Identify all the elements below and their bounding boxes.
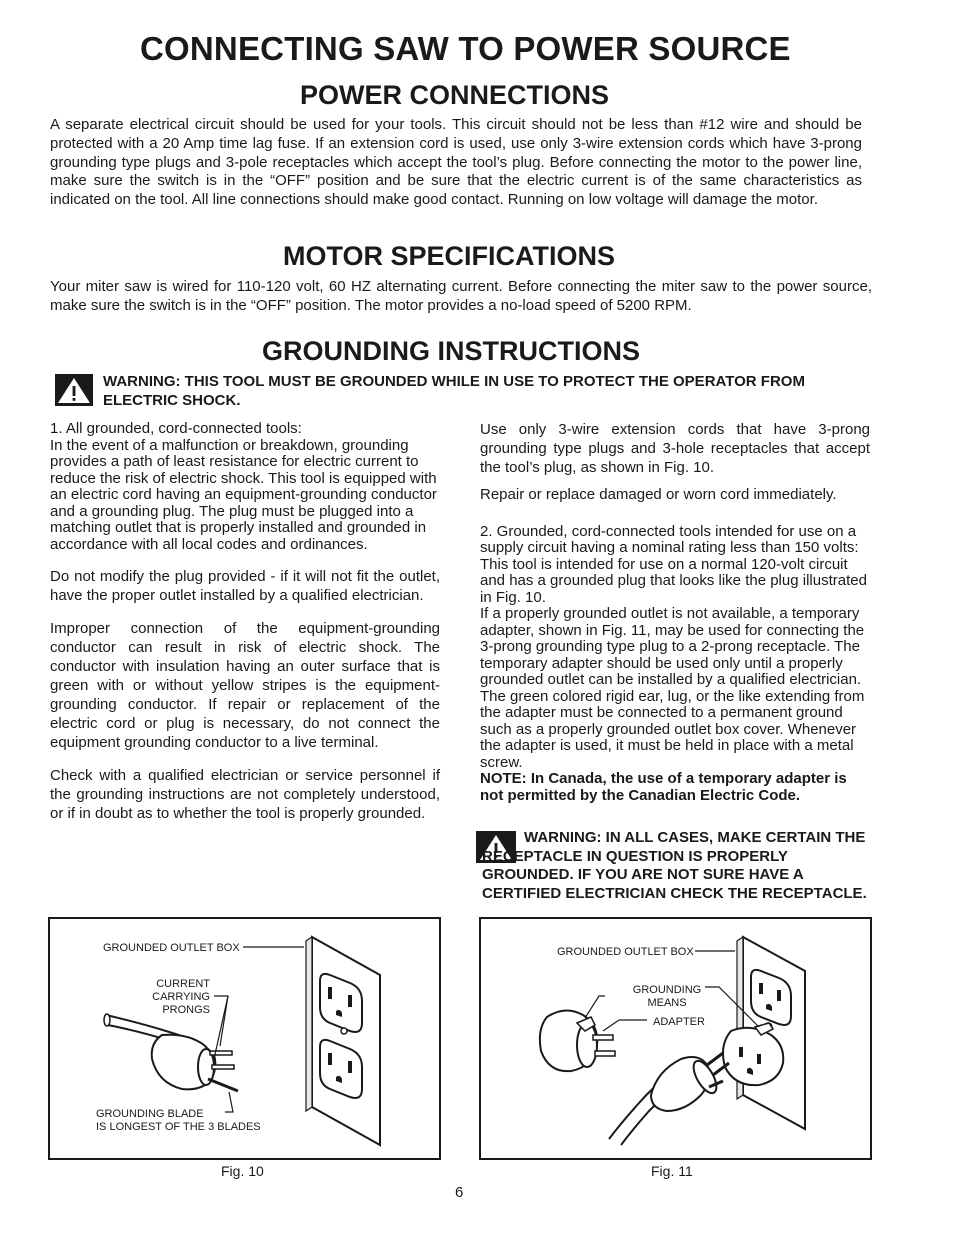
item2-title: 2. Grounded, cord-connected tools intended for use on a supply circuit having a nominal rating less than 150 volts: — [480, 522, 859, 556]
left-column — [50, 421, 440, 837]
fig10-label-blade-1: GROUNDING BLADE — [96, 1108, 204, 1120]
motor-specifications-heading: MOTOR SPECIFICATIONS — [283, 241, 616, 271]
right-column — [480, 420, 870, 804]
figure-10-box — [48, 917, 441, 1160]
item1-title: 1. All grounded, cord-connected tools: — [50, 420, 302, 437]
page-number: 6 — [455, 1184, 464, 1201]
fig10-label-prongs-3: PRONGS — [162, 1004, 210, 1016]
page-title: CONNECTING SAW TO POWER SOURCE — [140, 30, 791, 67]
figure-10-caption: Fig. 10 — [221, 1163, 264, 1179]
left-paragraph-2: Do not modify the plug provided - if it will not fit the outlet, have the proper outlet installed by a qualified electrician. — [50, 568, 440, 604]
figure-11-box — [479, 917, 872, 1160]
item2-body-1: This tool is intended for use on a normal 120-volt circuit and has a grounded plug that looks like the plug illustrated in Fig. 10. — [480, 555, 867, 606]
grounding-instructions-heading: GROUNDING INSTRUCTIONS — [262, 336, 640, 366]
item2-body-2: If a properly grounded outlet is not available, a temporary adapter, shown in Fig. 11, may be used for connecting the 3-prong grounding type plug to a 2-prong receptacle. The temporary adapter should be used only until a properly grounded outlet can be installed by a qualified electrician. The green colored rigid ear, lug, or the like extending from the adapter must be connected to a permanent ground such as a properly grounded outlet box cover. Whenever the adapter is used, it must be held in place with a metal screw. — [480, 605, 865, 771]
grounding-warning: WARNING: THIS TOOL MUST BE GROUNDED WHILE IN USE TO PROTECT THE OPERATOR FROM ELECTRIC SHOCK. — [103, 373, 805, 409]
left-paragraph-3: Improper connection of the equipment-grounding conductor can result in risk of electric shock. The conductor with insulation having an outer surface that is green with or without yellow stripes is the equipment-grounding conductor. If repair or replacement of the electric cord or plug is necessary, do not connect the equipment grounding conductor to a live terminal. — [50, 620, 440, 751]
fig11-label-outlet: GROUNDED OUTLET BOX — [557, 946, 694, 958]
figure-10-illustration — [50, 919, 439, 1158]
fig11-label-means-1: GROUNDING — [632, 984, 702, 996]
receptacle-warning: WARNING: IN ALL CASES, MAKE CERTAIN THE RECEPTACLE IN QUESTION IS PROPERLY GROUNDED. IF YOU ARE NOT SURE HAVE A CERTIFIED ELECTRICIAN CHECK THE RECEPTACLE. — [482, 829, 867, 902]
figure-11-caption: Fig. 11 — [651, 1163, 693, 1179]
canada-note: NOTE: In Canada, the use of a temporary adapter is not permitted by the Canadian Electric Code. — [480, 770, 847, 804]
motor-specifications-body: Your miter saw is wired for 110-120 volt, 60 HZ alternating current. Before connecting the miter saw to the power source, make sure the switch is in the “OFF” position. The motor provides a no-load speed of 5200 RPM. — [50, 278, 872, 314]
fig10-label-prongs-2: CARRYING — [152, 991, 210, 1003]
power-connections-body: A separate electrical circuit should be used for your tools. This circuit should not be less than #12 wire and should be protected with a 20 Amp time lag fuse. If an extension cord is used, use only 3-wire extension cords which have 3-prong grounding type plugs and 3-pole receptacles which accept the tool’s plug. Before connecting the motor to the power line, make sure the switch is in the “OFF” position and be sure that the electric current is of the same characteristics as indicated on the tool. All line connections should make good contact. Running on low voltage will damage the motor. — [50, 116, 862, 209]
power-connections-heading: POWER CONNECTIONS — [300, 80, 610, 110]
fig11-label-adapter: ADAPTER — [653, 1016, 705, 1028]
left-paragraph-4: Check with a qualified electrician or service personnel if the grounding instructions are not completely understood, or if in doubt as to whether the tool is properly grounded. — [50, 767, 440, 822]
right-paragraph-1: Use only 3-wire extension cords that have 3-prong grounding type plugs and 3-hole receptacles that accept the tool’s plug, as shown in Fig. 10. — [480, 421, 870, 476]
fig10-label-prongs-1: CURRENT — [156, 978, 210, 990]
fig11-label-means-2: MEANS — [647, 997, 687, 1009]
fig10-label-blade-2: IS LONGEST OF THE 3 BLADES — [96, 1121, 261, 1133]
right-paragraph-2: Repair or replace damaged or worn cord immediately. — [480, 486, 837, 503]
warning-triangle-icon — [55, 374, 93, 406]
fig10-label-outlet: GROUNDED OUTLET BOX — [103, 942, 240, 954]
item1-body: In the event of a malfunction or breakdown, grounding provides a path of least resistance for electric current to reduce the risk of electric shock. This tool is equipped with an electric cord having an equipment-grounding conductor and a grounding plug. The plug must be plugged into a matching outlet that is properly installed and grounded in accordance with all local codes and ordinances. — [50, 436, 437, 553]
figure-11-illustration — [481, 919, 870, 1158]
